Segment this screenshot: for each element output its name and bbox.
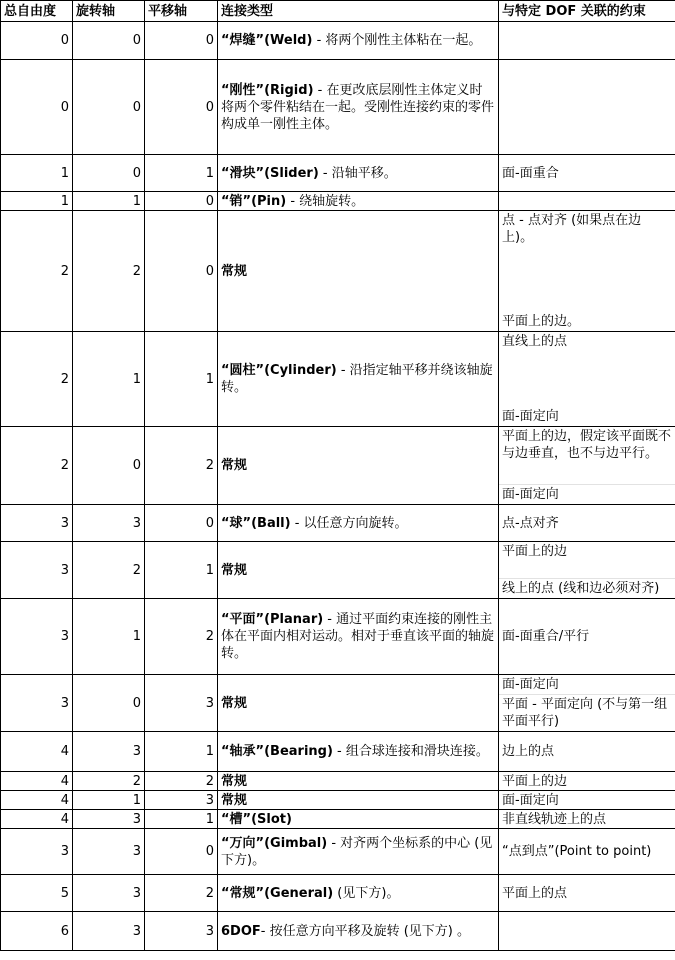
constraints-cell — [499, 599, 675, 675]
constraint-item: 点 - 点对齐 (如果点在边上)。 — [502, 213, 642, 245]
constraints-cell — [499, 732, 675, 772]
connection-type-description: - 按任意方向平移及旋转 (见下方) 。 — [260, 923, 471, 939]
connection-type-cell — [218, 427, 499, 505]
constraint-item: 面-面定向 — [499, 484, 675, 504]
constraints-cell — [499, 829, 675, 875]
translation-axes-cell: 3 — [145, 791, 218, 810]
constraints-cell — [499, 875, 675, 912]
table-row — [1, 772, 675, 791]
rotation-axes-cell: 2 — [73, 211, 145, 332]
translation-axes-cell: 0 — [145, 211, 218, 332]
header-constraints: 与特定 DOF 关联的约束 — [499, 1, 675, 22]
connection-type-cell — [218, 829, 499, 875]
connection-type-cell — [218, 810, 499, 829]
table-row — [1, 599, 675, 675]
connection-type-cell — [218, 732, 499, 772]
connection-type-name: “常规”(General) — [221, 885, 334, 901]
table-row — [1, 211, 675, 332]
connection-type-cell — [218, 542, 499, 599]
translation-axes-cell: 1 — [145, 542, 218, 599]
constraints-cell — [499, 155, 675, 192]
constraints-cell — [499, 772, 675, 791]
connection-type-name: “焊缝”(Weld) — [221, 33, 313, 48]
connection-type-name: “球”(Ball) — [221, 515, 291, 531]
table-row — [1, 675, 675, 732]
header-row — [1, 1, 675, 22]
connection-type-description: - 沿轴平移。 — [318, 165, 397, 181]
connection-type-cell — [218, 332, 499, 427]
constraint-item: 直线上的点 — [502, 334, 568, 349]
table-row — [1, 505, 675, 542]
total-dof-cell: 4 — [1, 772, 73, 791]
rotation-axes-cell: 0 — [73, 155, 145, 192]
table-row — [1, 332, 675, 427]
header-connection-type: 连接类型 — [218, 1, 499, 22]
total-dof-cell: 5 — [1, 875, 73, 912]
header-rotation-axes: 旋转轴 — [73, 1, 145, 22]
translation-axes-cell: 0 — [145, 505, 218, 542]
connection-type-description: (见下方)。 — [333, 885, 400, 901]
rotation-axes-cell: 3 — [73, 732, 145, 772]
connection-type-name: 常规 — [221, 458, 248, 473]
constraints-cell — [499, 505, 675, 542]
connection-type-name: “槽”(Slot) — [221, 811, 292, 827]
rotation-axes-cell: 1 — [73, 791, 145, 810]
rotation-axes-cell: 3 — [73, 875, 145, 912]
translation-axes-cell: 0 — [145, 829, 218, 875]
translation-axes-cell: 2 — [145, 599, 218, 675]
constraint-item: 平面上的边。 — [502, 314, 581, 329]
table-row — [1, 810, 675, 829]
total-dof-cell: 3 — [1, 675, 73, 732]
constraints-cell — [499, 332, 675, 427]
connection-type-cell — [218, 192, 499, 211]
constraints-cell — [499, 542, 675, 599]
connection-type-name: 常规 — [221, 792, 248, 808]
connection-type-name: “平面”(Planar) — [221, 612, 324, 627]
rotation-axes-cell: 3 — [73, 829, 145, 875]
connection-type-description: - 对齐两个坐标系的中心 (见下方)。 — [221, 835, 493, 868]
total-dof-cell: 2 — [1, 427, 73, 505]
connection-type-cell — [218, 675, 499, 732]
constraints-cell — [499, 427, 675, 505]
table-row — [1, 875, 675, 912]
table-row — [1, 427, 675, 505]
translation-axes-cell: 0 — [145, 22, 218, 60]
rotation-axes-cell: 2 — [73, 772, 145, 791]
total-dof-cell: 3 — [1, 505, 73, 542]
connection-type-description: - 通过平面约束连接的刚性主体在平面内相对运动。相对于垂直该平面的轴旋转。 — [221, 612, 495, 661]
table-row — [1, 155, 675, 192]
table-row — [1, 829, 675, 875]
connection-type-cell — [218, 155, 499, 192]
total-dof-cell: 1 — [1, 155, 73, 192]
constraint-item: 面-面重合/平行 — [502, 629, 590, 644]
connection-type-cell — [218, 875, 499, 912]
constraints-cell — [499, 810, 675, 829]
translation-axes-cell: 0 — [145, 60, 218, 155]
connection-type-description: - 组合球连接和滑块连接。 — [332, 744, 489, 759]
constraints-cell — [499, 60, 675, 155]
table-row — [1, 542, 675, 599]
connection-type-name: “滑块”(Slider) — [221, 165, 319, 181]
constraint-item: 平面上的边 — [502, 544, 568, 559]
connection-type-name: 常规 — [221, 695, 248, 711]
connection-type-description: - 绕轴旋转。 — [286, 193, 365, 209]
constraint-item: 面-面定向 — [502, 409, 559, 424]
table-row — [1, 60, 675, 155]
total-dof-cell: 3 — [1, 542, 73, 599]
translation-axes-cell: 1 — [145, 732, 218, 772]
constraint-item: “点到点”(Point to point) — [502, 844, 652, 859]
translation-axes-cell: 3 — [145, 675, 218, 732]
connection-type-cell — [218, 505, 499, 542]
connection-type-name: “万向”(Gimbal) — [221, 835, 328, 851]
connection-type-cell — [218, 791, 499, 810]
constraint-item: 平面上的边 — [502, 773, 568, 789]
rotation-axes-cell: 0 — [73, 22, 145, 60]
constraint-item: 面-面定向 — [502, 677, 559, 692]
rotation-axes-cell: 1 — [73, 599, 145, 675]
translation-axes-cell: 1 — [145, 810, 218, 829]
translation-axes-cell: 1 — [145, 155, 218, 192]
rotation-axes-cell: 0 — [73, 675, 145, 732]
total-dof-cell: 2 — [1, 332, 73, 427]
total-dof-cell: 3 — [1, 829, 73, 875]
constraints-cell — [499, 791, 675, 810]
rotation-axes-cell: 3 — [73, 810, 145, 829]
constraint-item: 边上的点 — [502, 744, 555, 759]
total-dof-cell: 3 — [1, 599, 73, 675]
table-row — [1, 192, 675, 211]
connection-type-description: - 将两个刚性主体粘在一起。 — [312, 33, 482, 48]
connection-type-name: “销”(Pin) — [221, 193, 287, 209]
constraints-cell — [499, 211, 675, 332]
connection-type-name: “轴承”(Bearing) — [221, 744, 333, 759]
connection-type-description: - 沿指定轴平移并绕该轴旋转。 — [221, 363, 493, 395]
translation-axes-cell: 3 — [145, 912, 218, 951]
total-dof-cell: 4 — [1, 791, 73, 810]
rotation-axes-cell: 0 — [73, 60, 145, 155]
connection-type-name: 6DOF — [221, 923, 261, 939]
rotation-axes-cell: 0 — [73, 427, 145, 505]
constraints-cell — [499, 675, 675, 732]
table-row — [1, 732, 675, 772]
connection-type-name: 常规 — [221, 773, 248, 789]
rotation-axes-cell: 3 — [73, 912, 145, 951]
total-dof-cell: 4 — [1, 732, 73, 772]
connection-type-cell — [218, 599, 499, 675]
connection-type-name: 常规 — [221, 562, 248, 578]
rotation-axes-cell: 1 — [73, 332, 145, 427]
rotation-axes-cell: 1 — [73, 192, 145, 211]
connection-type-cell — [218, 211, 499, 332]
constraints-cell — [499, 192, 675, 211]
translation-axes-cell: 0 — [145, 192, 218, 211]
constraint-item: 面-面重合 — [502, 165, 559, 181]
constraint-item: 线上的点 (线和边必须对齐) — [499, 578, 675, 598]
constraint-item: 点-点对齐 — [502, 515, 559, 531]
connection-type-description: - 以任意方向旋转。 — [290, 515, 408, 531]
table-row — [1, 791, 675, 810]
connection-type-name: “圆柱”(Cylinder) — [221, 363, 337, 378]
total-dof-cell: 0 — [1, 22, 73, 60]
connection-type-cell — [218, 772, 499, 791]
total-dof-cell: 0 — [1, 60, 73, 155]
total-dof-cell: 2 — [1, 211, 73, 332]
constraint-item: 平面上的边，假定该平面既不与边垂直，也不与边平行。 — [502, 429, 672, 461]
translation-axes-cell: 2 — [145, 875, 218, 912]
connection-type-cell — [218, 60, 499, 155]
constraints-cell — [499, 912, 675, 951]
constraint-item: 平面上的点 — [502, 885, 568, 901]
total-dof-cell: 4 — [1, 810, 73, 829]
translation-axes-cell: 2 — [145, 772, 218, 791]
connection-type-name: “刚性”(Rigid) — [221, 82, 314, 98]
connection-type-name: 常规 — [221, 263, 248, 279]
header-total-dof: 总自由度 — [1, 1, 73, 22]
constraints-cell — [499, 22, 675, 60]
constraint-item: 面-面定向 — [502, 792, 559, 808]
total-dof-cell: 1 — [1, 192, 73, 211]
connection-type-cell — [218, 912, 499, 951]
rotation-axes-cell: 3 — [73, 505, 145, 542]
total-dof-cell: 6 — [1, 912, 73, 951]
connection-type-description: - 在更改底层刚性主体定义时将两个零件粘结在一起。受刚性连接约束的零件构成单一刚性主体。 — [221, 82, 495, 132]
rotation-axes-cell: 2 — [73, 542, 145, 599]
translation-axes-cell: 1 — [145, 332, 218, 427]
table-body — [1, 22, 675, 951]
header-translation-axes: 平移轴 — [145, 1, 218, 22]
translation-axes-cell: 2 — [145, 427, 218, 505]
table-row — [1, 912, 675, 951]
constraint-item: 平面 - 平面定向 (不与第一组平面平行) — [499, 694, 675, 731]
connection-type-cell — [218, 22, 499, 60]
table-row — [1, 22, 675, 60]
constraint-item: 非直线轨迹上的点 — [502, 811, 607, 827]
